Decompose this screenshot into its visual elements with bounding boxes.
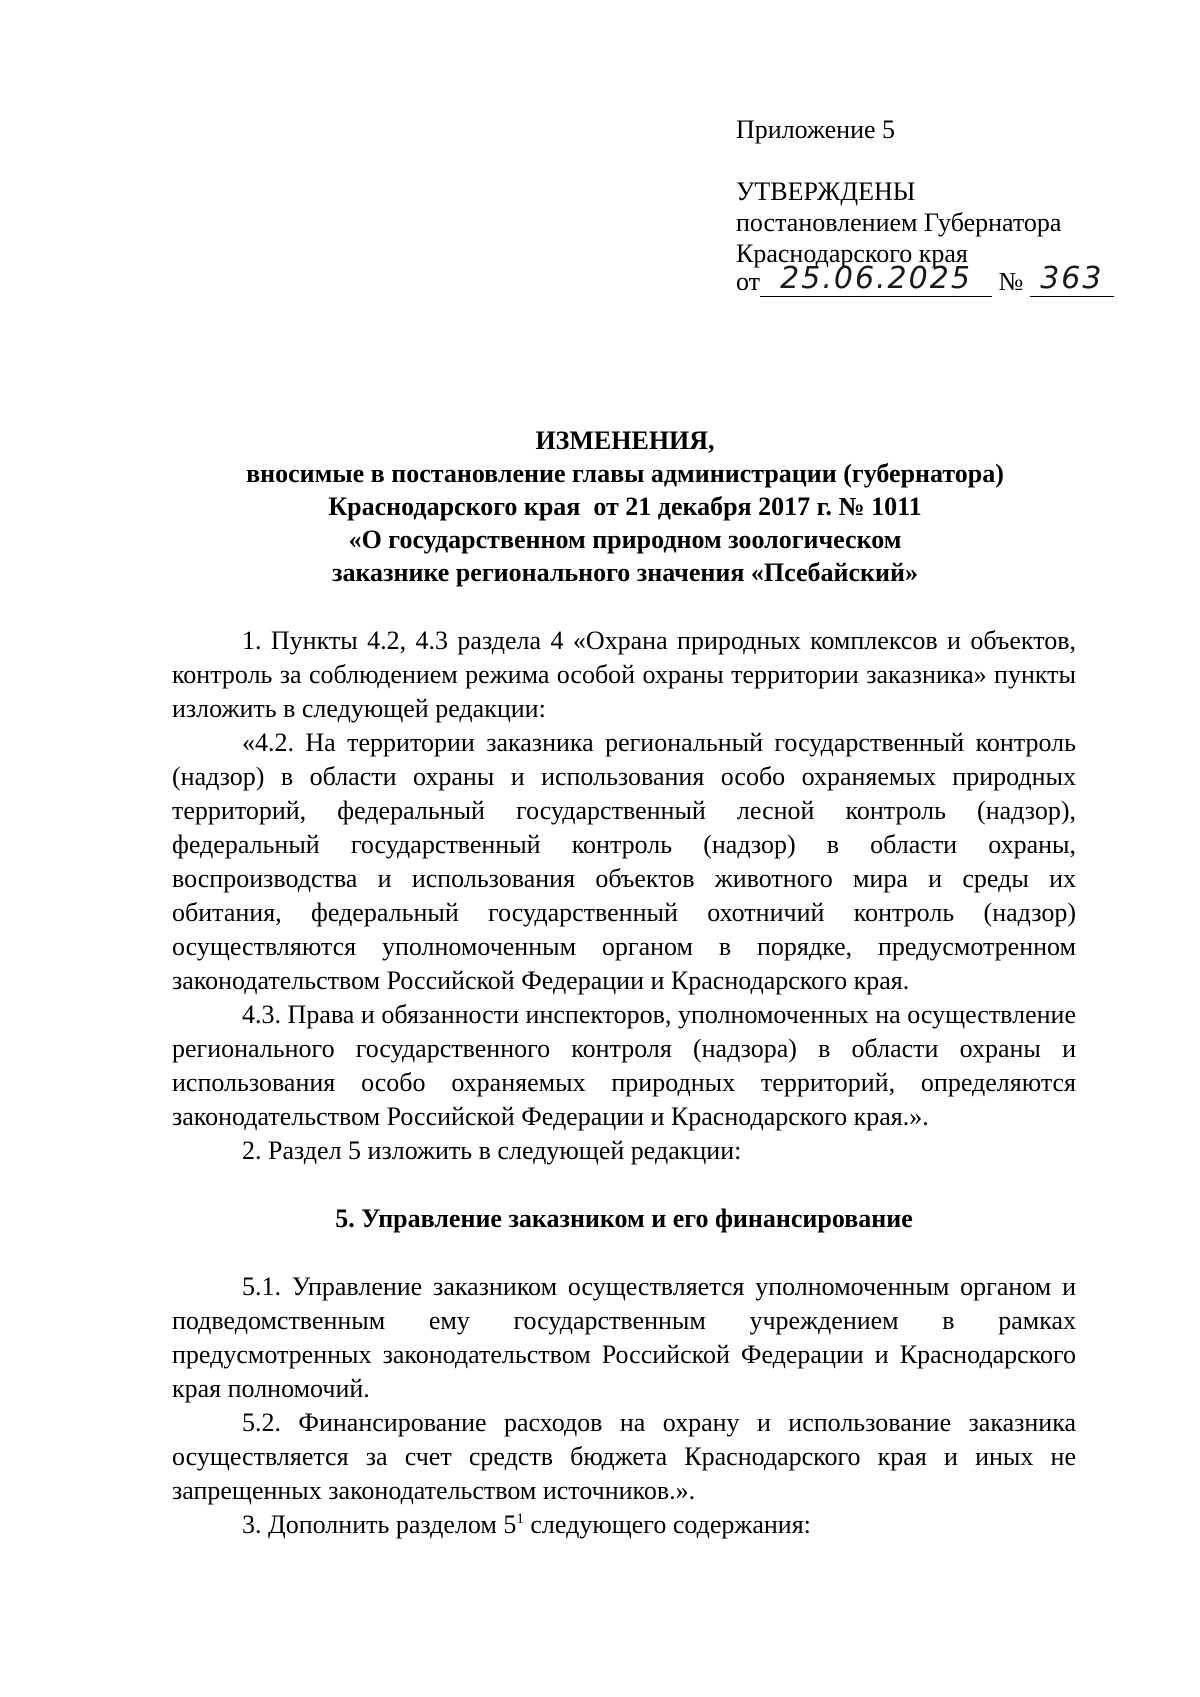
approved-region-line: Краснодарского края <box>736 239 968 268</box>
paragraph-3-start: 3. Дополнить разделом 5 <box>242 1510 517 1539</box>
approved-heading: УТВЕРЖДЕНЫ <box>736 177 916 206</box>
appendix-label: Приложение 5 <box>736 115 896 144</box>
title-line-2: вносимые в постановление главы администрации (губернатора) <box>246 459 1004 488</box>
paragraph-2: 2. Раздел 5 изложить в следующей редакции: <box>242 1136 742 1165</box>
paragraph-3-end: следующего содержания: <box>523 1510 811 1539</box>
title-line-5: заказнике регионального значения «Псебайский» <box>332 558 918 587</box>
paragraph-4-2: «4.2. На территории заказника региональный государственный контроль (надзор) в области охраны и использования особо охраняемых природных территорий, федеральный государственный лесной контроль (надзор), федеральный государственный контроль (надзор) в области охраны, воспроизводства и использования объектов животного мира и среды их обитания, федеральный государственный охотничий контроль (надзор) осуществляются уполномоченным органом в порядке, предусмотренном законодательством Российской Федерации и Краснодарского края. <box>172 728 1076 995</box>
paragraph-1: 1. Пункты 4.2, 4.3 раздела 4 «Охрана природных комплексов и объектов, контроль за соблюдением режима особой охраны территории заказника» пункты изложить в следующей редакции: <box>172 626 1076 723</box>
title-line-1: ИЗМЕНЕНИЯ, <box>535 426 715 455</box>
paragraph-5-2: 5.2. Финансирование расходов на охрану и использование заказника осуществляется за счет средств бюджета Краснодарского края и иных не запрещенных законодательством источников.». <box>172 1408 1076 1505</box>
date-prefix: от <box>736 267 761 296</box>
number-field <box>1030 261 1114 297</box>
date-field <box>760 261 992 297</box>
paragraph-3 <box>172 1508 1076 1542</box>
section-superscript: 1 <box>516 1511 524 1527</box>
date-number-row <box>736 261 1114 297</box>
approved-by-line: постановлением Губернатора <box>736 208 1062 237</box>
document-body <box>172 624 1076 1542</box>
paragraph-4-3: 4.3. Права и обязанности инспекторов, уполномоченных на осуществление регионального государственного контроля (надзора) в области охраны и использования особо охраняемых природных территорий, определяются законодательством Российской Федерации и Краснодарского края.». <box>172 1000 1076 1131</box>
paragraph-5-1: 5.1. Управление заказником осуществляется уполномоченным органом и подведомственным ему государственным учреждением в рамках предусмотренных законодательством Российской Федерации и Краснодарского края полномочий. <box>172 1272 1076 1403</box>
title-line-3: Краснодарского края от 21 декабря 2017 г. № 1011 <box>328 492 922 521</box>
handwritten-date: 25.06.2025 <box>780 261 972 296</box>
title-line-4: «О государственном природном зоологическом <box>348 525 902 554</box>
section-5-heading: 5. Управление заказником и его финансирование <box>335 1204 913 1233</box>
document-title <box>170 424 1080 589</box>
approval-block <box>736 176 1061 269</box>
handwritten-number: 363 <box>1040 261 1104 296</box>
number-sign: № <box>998 267 1024 296</box>
